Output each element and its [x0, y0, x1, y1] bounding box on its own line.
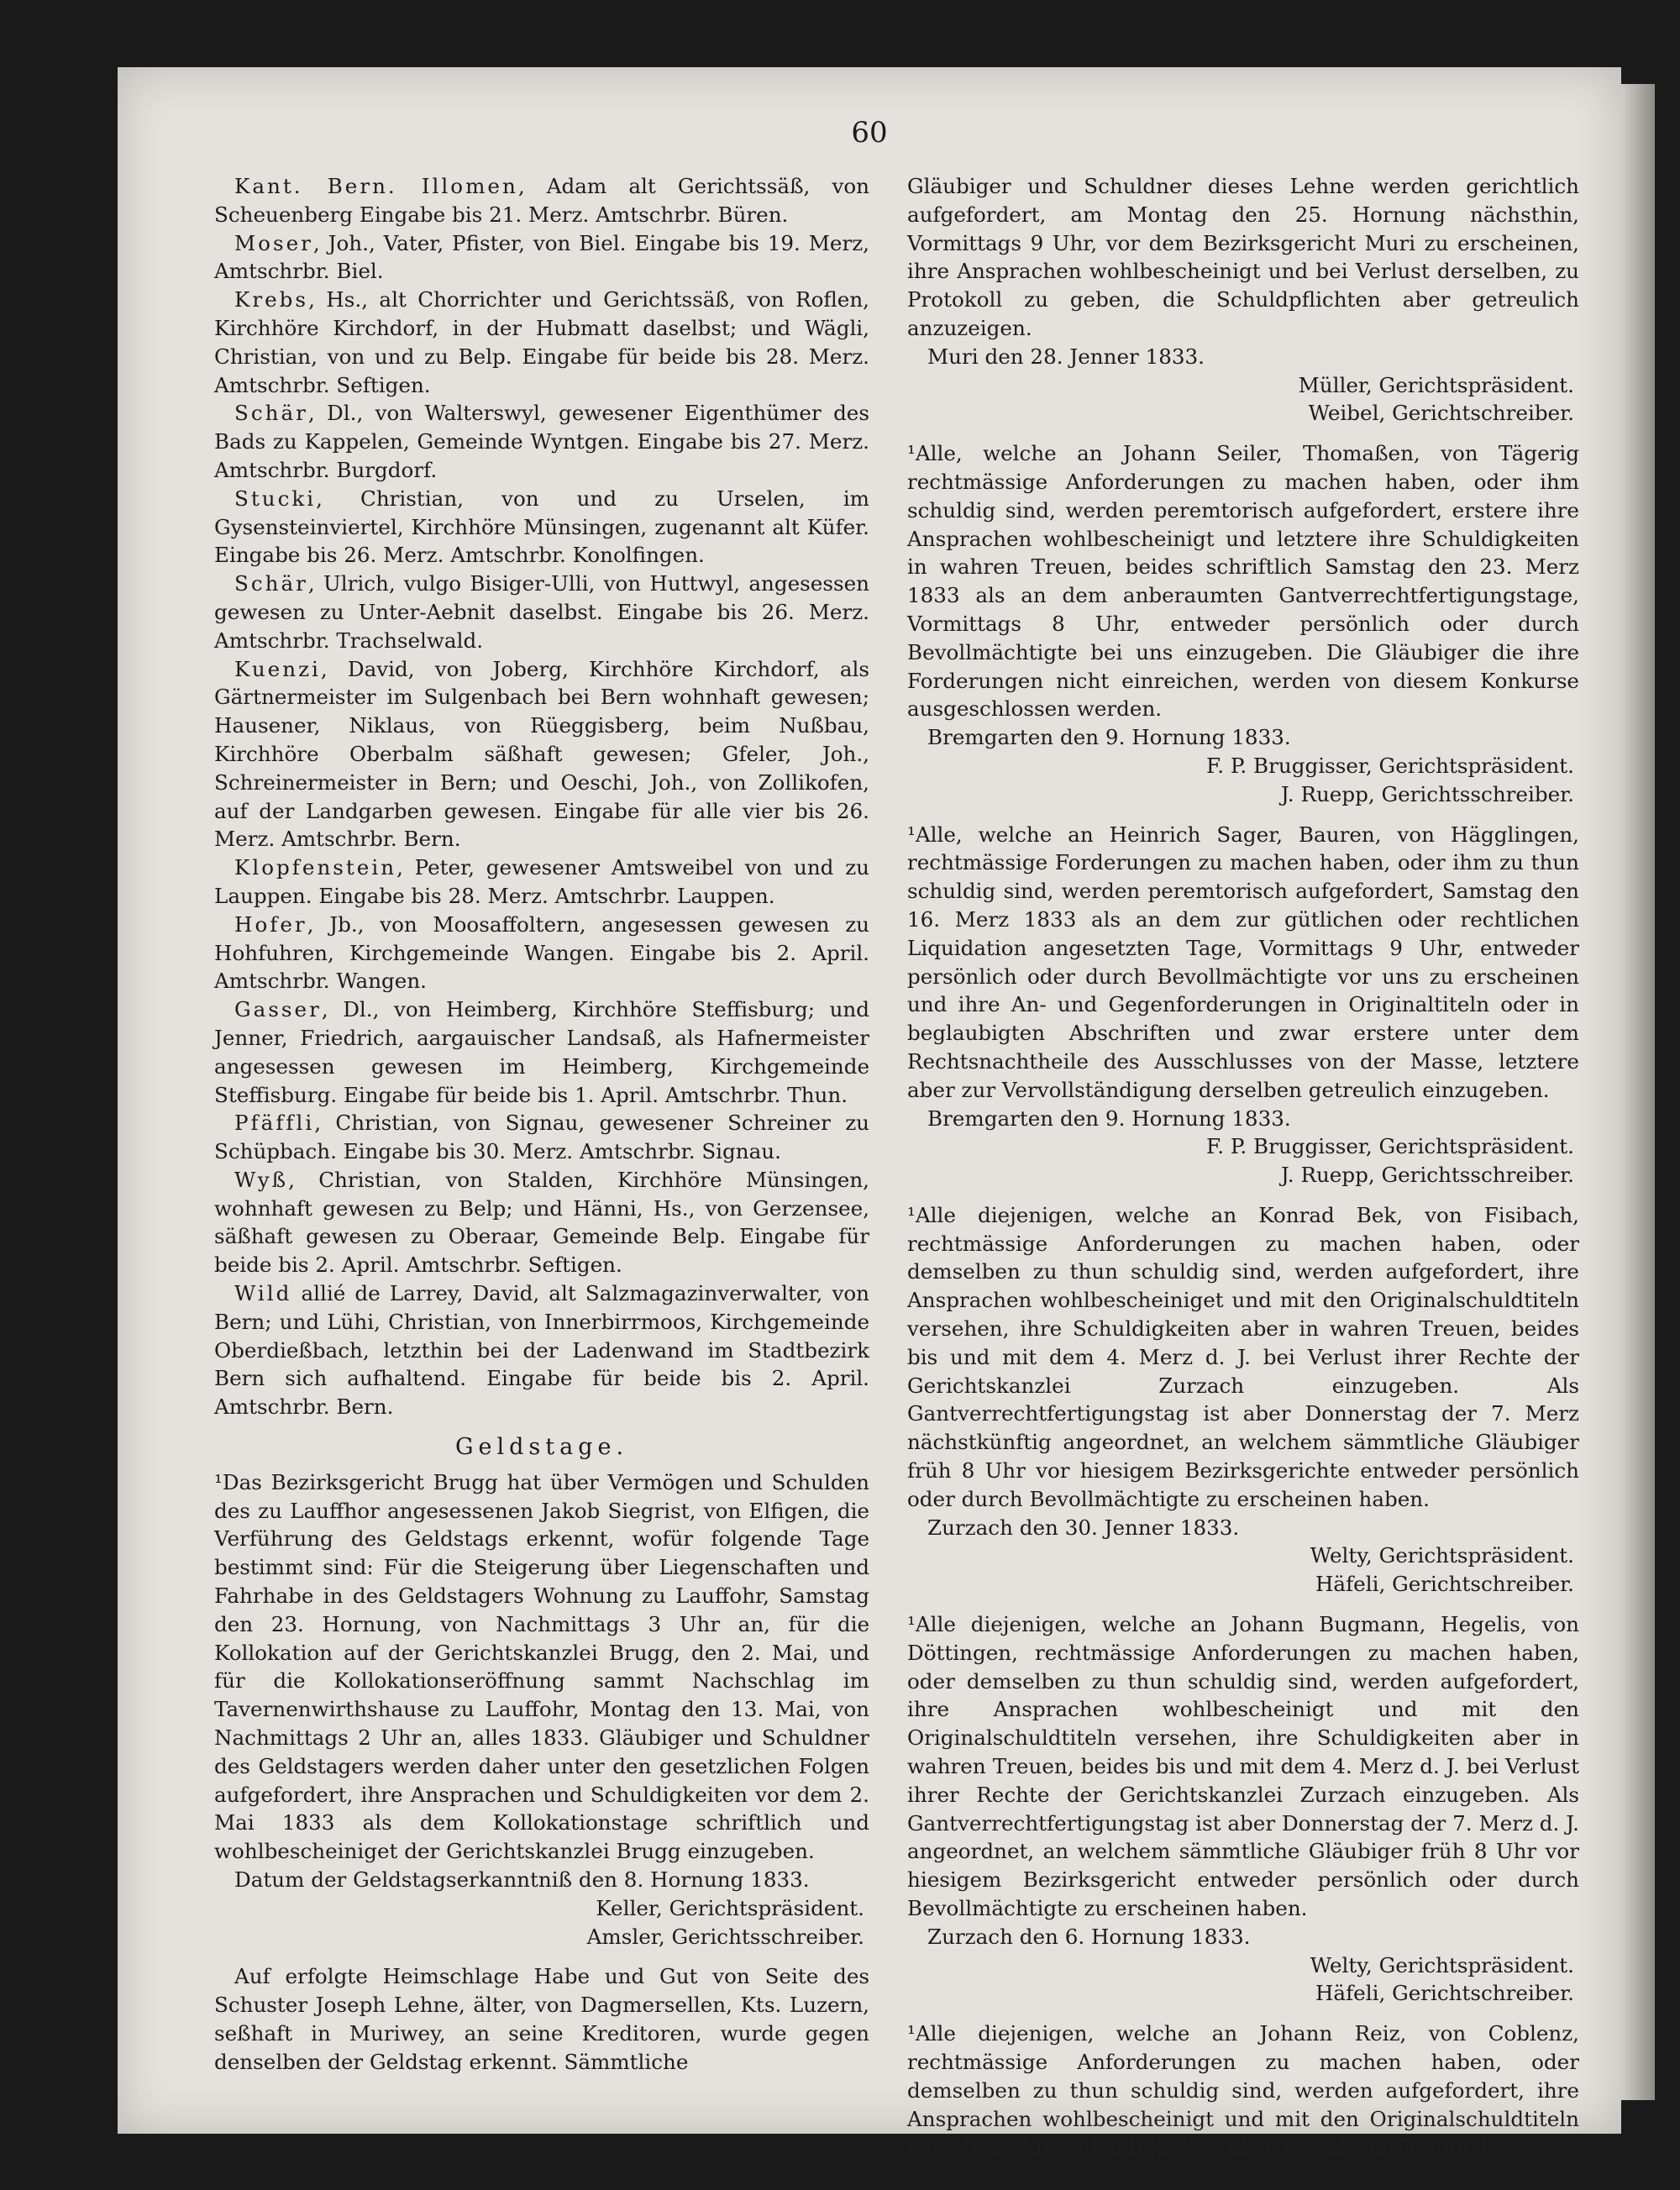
entry-name: Kuenzi: [234, 656, 321, 681]
entry-text: , Hs., alt Chorrichter und Gerichtssäß, von Roflen, Kirchhöre Kirchdorf, in der Hubmatt daselbst; und Wägli, Christian, von und zu Belp. Eingabe für beide bis 28. Merz. Amtschrbr. Seftigen.: [214, 287, 869, 397]
notice-seiler-date: Bremgarten den 9. Hornung 1833.: [927, 725, 1291, 750]
list-entry: [214, 911, 869, 995]
notice-lehne: Auf erfolgte Heimschlage Habe und Gut von Seite des Schuster Joseph Lehne, älter, von Dagmersellen, Kts. Luzern, seßhaft in Muriwey, an seine Kreditoren, wurde gegen denselben der Geldstag erkennt. Sämmtliche: [214, 1964, 869, 2074]
notice-sager-signature-president: F. P. Bruggisser, Gerichtspräsident.: [1205, 1134, 1574, 1159]
entry-text: , Dl., von Walterswyl, gewesener Eigenthümer des Bads zu Kappelen, Gemeinde Wyntgen. Eingabe bis 27. Merz. Amtschrbr. Burgdorf.: [214, 401, 869, 482]
entry-name: Wild: [234, 1281, 292, 1306]
notice-reiz: ¹Alle diejenigen, welche an Johann Reiz, von Coblenz, rechtmässige Anforderungen zu machen haben, oder demselben zu thun schuldig sind, werden aufgefordert, ihre Ansprachen wohlbescheinigt und mit den Originalschuldtiteln versehen, ihre Schuldigkeiten aber in wahren Treuen, bei-: [907, 2021, 1579, 2160]
notice-seiler: ¹Alle, welche an Johann Seiler, Thomaßen, von Tägerig rechtmässige Anforderungen zu machen haben, oder ihm schuldig sind, werden peremtorisch aufgefordert, erstere ihre Ansprachen wohlbescheinigt und letztere ihre Schuldigkeiten in wahren Treuen, beides schriftlich Samstag den 23. Merz 1833 als an dem anberaumten Gantverrechtfertigungstage, Vormittags 8 Uhr, entweder persönlich oder durch Bevollmächtigte bei uns einzugeben. Die Gläubiger die ihre Forderungen nicht einreichen, werden von diesem Konkurse ausgeschlossen werden.: [907, 441, 1579, 722]
notice-brugg-signature-president: Keller, Gerichtspräsident.: [596, 1895, 864, 1920]
notice-seiler-signature-clerk: J. Ruepp, Gerichtsschreiber.: [1280, 781, 1574, 806]
notice-bugmann-signature-clerk: Häfeli, Gerichtschreiber.: [1315, 1981, 1574, 2006]
entry-name: Pfäffli: [234, 1111, 315, 1136]
entry-text: , Peter, gewesener Amtsweibel von und zu Lauppen. Eingabe bis 28. Merz. Amtschrbr. Lauppen.: [214, 855, 869, 908]
notice-bugmann-date: Zurzach den 6. Hornung 1833.: [927, 1924, 1251, 1949]
notice-seiler-signature-president: F. P. Bruggisser, Gerichtspräsident.: [1205, 753, 1574, 778]
list-entry: [214, 995, 869, 1109]
list-entry: [214, 1279, 869, 1421]
entry-name: Hofer: [234, 911, 307, 937]
entry-text: allié de Larrey, David, alt Salzmagazinverwalter, von Bern; und Lühi, Christian, von Innerbirrmoos, Kirchgemeinde Oberdießbach, letzthin bei der Ladenwand im Stadtbezirk Bern sich aufhaltend. Eingabe für beide bis 2. April. Amtschrbr. Bern.: [214, 1281, 869, 1420]
notice-brugg-signature-clerk: Amsler, Gerichtsschreiber.: [586, 1924, 864, 1949]
entry-text: , Dl., von Heimberg, Kirchhöre Steffisburg; und Jenner, Friedrich, aargauischer Landsaß, als Hafnermeister angesessen gewesen im Heimberg, Kirchgemeinde Steffisburg. Eingabe für beide bis 1. April. Amtschrbr. Thun.: [214, 997, 869, 1107]
entry-name: Stucki: [234, 486, 317, 511]
entry-name: Kant. Bern. Illomen: [234, 174, 518, 198]
notice-bek: ¹Alle diejenigen, welche an Konrad Bek, von Fisibach, rechtmässige Anforderungen zu machen haben, oder demselben zu thun schuldig sind, werden aufgefordert, ihre Ansprachen wohlbescheiniget und mit den Originalschuldtiteln versehen, ihre Schuldigkeiten aber in wahren Treuen, beides bis und mit dem 4. Merz d. J. bei Verlust ihrer Rechte der Gerichtskanzlei Zurzach einzugeben. Als Gantverrechtfertigungstag ist aber Donnerstag der 7. Merz nächstkünftig angeordnet, an welchem sämmtliche Gläubiger früh 8 Uhr vor hiesigem Bezirksgerichte entweder persönlich oder durch Bevollmächtigte zu erscheinen haben.: [907, 1202, 1579, 1511]
list-entry: [214, 485, 869, 570]
notice-muri: Gläubiger und Schuldner dieses Lehne werden gerichtlich aufgefordert, am Montag den 25. Hornung nächsthin, Vormittags 9 Uhr, vor dem Bezirksgericht Muri zu erscheinen, ihre Ansprachen wohlbescheinigt und bei Verlust derselben, zu Protokoll zu geben, die Schuldpflichten aber getreulich anzuzeigen.: [907, 174, 1579, 340]
notice-muri-date: Muri den 28. Jenner 1833.: [927, 344, 1205, 369]
entry-name: Schär: [234, 401, 308, 426]
notice-bek-signature-president: Welty, Gerichtspräsident.: [1310, 1543, 1574, 1568]
list-entry: [214, 399, 869, 484]
page-edge: [1621, 84, 1655, 2100]
notice-sager: ¹Alle, welche an Heinrich Sager, Bauren, von Hägglingen, rechtmässige Forderungen zu machen haben, oder ihm zu thun schuldig sind, werden peremtorisch aufgefordert, Samstag den 16. Merz 1833 als an dem zur gütlichen oder rechtlichen Liquidation angesetzten Tage, Vormittags 9 Uhr, entweder persönlich oder durch Bevollmächtigte vor uns zu erscheinen und ihre An- und Gegenforderungen in Originaltiteln oder in beglaubigten Abschriften und zwar erstere unter dem Rechtsnachtheile des Ausschlusses von der Masse, letztere aber zur Vervollständigung derselben getreulich einzugeben.: [907, 822, 1579, 1102]
page-number: 60: [851, 116, 888, 150]
entry-name: Klopfenstein: [234, 855, 397, 880]
list-entry: [214, 1109, 869, 1166]
notice-sager-date: Bremgarten den 9. Hornung 1833.: [927, 1106, 1291, 1131]
notice-bugmann-signature-president: Welty, Gerichtspräsident.: [1310, 1952, 1574, 1977]
notice-bek-date: Zurzach den 30. Jenner 1833.: [927, 1515, 1240, 1540]
list-entry: [214, 172, 869, 229]
entry-name: Krebs: [234, 287, 309, 312]
list-entry: [214, 1166, 869, 1279]
list-entry: [214, 570, 869, 654]
notice-brugg-date: Datum der Geldstagserkanntniß den 8. Hornung 1833.: [234, 1867, 810, 1893]
list-entry: [214, 853, 869, 911]
list-entry: [214, 229, 869, 286]
entry-text: , Christian, von und zu Urselen, im Gysensteinviertel, Kirchhöre Münsingen, zugenannt alt Küfer. Eingabe bis 26. Merz. Amtschrbr. Konolfingen.: [214, 486, 869, 568]
entry-name: Moser: [234, 230, 313, 255]
notice-bugmann: ¹Alle diejenigen, welche an Johann Bugmann, Hegelis, von Döttingen, rechtmässige Anforderungen zu machen haben, oder demselben zu thun schuldig sind, werden aufgefordert, ihre Ansprachen wohlbescheinigt und mit den Originalschuldtiteln versehen, ihre Schuldigkeiten aber in wahren Treuen, beides bis und mit dem 4. Merz d. J. bei Verlust ihrer Rechte der Gerichtskanzlei Zurzach einzugeben. Als Gantverrechtfertigungstag ist aber Donnerstag der 7. Merz d. J. angeordnet, an welchem sämmtliche Gläubiger früh 8 Uhr vor hiesigem Bezirksgericht entweder persönlich oder durch Bevollmächtigte zu erscheinen haben.: [907, 1612, 1579, 1921]
bankruptcy-list: [214, 172, 869, 1421]
entry-text: , David, von Joberg, Kirchhöre Kirchdorf, als Gärtnermeister im Sulgenbach bei Bern wohnhaft gewesen; Hausener, Niklaus, von Rüeggisberg, beim Nußbau, Kirchhöre Oberbalm säßhaft gewesen; Gfeler, Joh., Schreinermeister in Bern; und Oeschi, Joh., von Zollikofen, auf der Landgarben gewesen. Eingabe für alle vier bis 26. Merz. Amtschrbr. Bern.: [214, 656, 869, 852]
section-heading: Geldstage.: [454, 1434, 629, 1461]
entry-text: , Christian, von Signau, gewesener Schreiner zu Schüpbach. Eingabe bis 30. Merz. Amtschrbr. Signau.: [214, 1111, 869, 1164]
entry-name: Gasser: [234, 997, 322, 1022]
entry-text: , Christian, von Stalden, Kirchhöre Münsingen, wohnhaft gewesen zu Belp; und Hänni, Hs., von Gerzensee, säßhaft gewesen zu Oberaar, Gemeinde Belp. Eingabe für beide bis 2. April. Amtschrbr. Seftigen.: [214, 1167, 869, 1278]
list-entry: [214, 655, 869, 854]
list-entry: [214, 286, 869, 399]
notice-muri-signature-president: Müller, Gerichtspräsident.: [1298, 372, 1574, 397]
notice-muri-signature-clerk: Weibel, Gerichtschreiber.: [1308, 401, 1574, 426]
entry-text: , Adam alt Gerichtssäß, von Scheuenberg Eingabe bis 21. Merz. Amtschrbr. Büren.: [214, 174, 869, 227]
entry-name: Schär: [234, 571, 308, 596]
entry-text: , Ulrich, vulgo Bisiger-Ulli, von Huttwyl, angesessen gewesen zu Unter-Aebnit daselbst. Eingabe bis 26. Merz. Amtschrbr. Trachselwald.: [214, 571, 869, 653]
right-column: [907, 172, 1579, 2161]
left-column: [214, 172, 869, 2077]
entry-text: , Joh., Vater, Pfister, von Biel. Eingabe bis 19. Merz, Amtschrbr. Biel.: [214, 230, 869, 284]
notice-brugg: ¹Das Bezirksgericht Brugg hat über Vermögen und Schulden des zu Lauffhor angesessenen Jakob Siegrist, von Elfigen, die Verführung des Geldstags erkennt, wofür folgende Tage bestimmt sind: Für die Steigerung über Liegenschaften und Fahrhabe in des Geldstagers Wohnung zu Lauffohr, Samstag den 23. Hornung, von Nachmittags 3 Uhr an, für die Kollokation auf der Gerichtskanzlei Brugg, den 2. Mai, und für die Kollokationseröffnung sammt Nachschlag im Tavernenwirthshause zu Lauffohr, Montag den 13. Mai, von Nachmittags 2 Uhr an, alles 1833. Gläubiger und Schuldner des Geldstagers werden daher unter den gesetzlichen Folgen aufgefordert, ihre Ansprachen und Schuldigkeiten vor dem 2. Mai 1833 als dem Kollokationstage schriftlich und wohlbescheiniget der Gerichtskanzlei Brugg einzugeben.: [214, 1469, 869, 1864]
notice-bek-signature-clerk: Häfeli, Gerichtschreiber.: [1315, 1572, 1574, 1597]
entry-text: , Jb., von Moosaffoltern, angesessen gewesen zu Hohfuhren, Kirchgemeinde Wangen. Eingabe bis 2. April. Amtschrbr. Wangen.: [214, 911, 869, 994]
notice-sager-signature-clerk: J. Ruepp, Gerichtsschreiber.: [1280, 1163, 1574, 1188]
newspaper-page: [118, 67, 1621, 2160]
entry-name: Wyß: [234, 1167, 289, 1192]
